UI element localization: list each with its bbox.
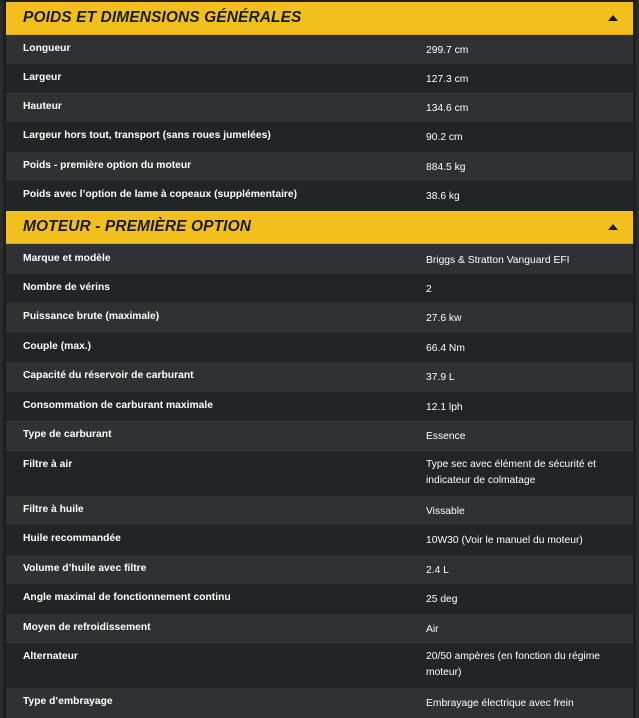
spec-row (6, 525, 633, 555)
spec-row (6, 392, 633, 421)
spec-value: 37.9 L (426, 372, 455, 383)
spec-value: 884.5 kg (426, 162, 466, 173)
spec-label: Alternateur (23, 651, 78, 662)
spec-label: Nombre de vérins (23, 282, 110, 293)
spec-value: 10W30 (Voir le manuel du moteur) (426, 535, 583, 546)
spec-row (6, 496, 633, 525)
spec-value: 38.6 kg (426, 191, 460, 202)
spec-label: Consommation de carburant maximale (23, 400, 213, 411)
spec-label: Poids avec l’option de lame à copeaux (supplémentaire) (23, 189, 298, 200)
spec-row (6, 614, 633, 643)
spec-row (6, 333, 633, 362)
spec-row (6, 181, 633, 211)
spec-value: Embrayage électrique avec frein (426, 698, 574, 709)
spec-label: Filtre à huile (23, 504, 84, 515)
spec-row (6, 362, 633, 392)
spec-label: Type d’embrayage (23, 696, 113, 707)
spec-label: Hauteur (23, 101, 62, 112)
spec-value: 90.2 cm (426, 132, 463, 143)
spec-label: Type de carburant (23, 429, 112, 440)
spec-value: 12.1 lph (426, 402, 463, 413)
section-header-engine[interactable] (6, 211, 633, 244)
spec-label: Poids - première option du moteur (23, 160, 192, 171)
spec-row (6, 688, 633, 718)
spec-value: 2.4 L (426, 565, 449, 576)
spec-label: Volume d’huile avec filtre (23, 563, 147, 574)
spec-row (6, 421, 633, 451)
spec-label: Moyen de refroidissement (23, 622, 151, 633)
spec-row (6, 274, 633, 303)
spec-label: Filtre à air (23, 459, 73, 470)
spec-row (6, 152, 633, 181)
spec-row (6, 64, 633, 93)
spec-label: Huile recommandée (23, 533, 121, 544)
spec-value: 25 deg (426, 594, 458, 605)
spec-row (6, 122, 633, 152)
spec-row (6, 244, 633, 274)
spec-row (6, 93, 633, 122)
spec-row (6, 555, 633, 584)
spec-value: Type sec avec élément de sécurité et indicateur de colmatage (426, 459, 596, 486)
spec-row (6, 451, 633, 496)
spec-value: 2 (426, 284, 432, 295)
spec-value: 27.6 kw (426, 313, 462, 324)
spec-row (6, 35, 633, 64)
spec-label: Puissance brute (maximale) (23, 311, 160, 322)
spec-label: Angle maximal de fonctionnement continu (23, 592, 231, 603)
spec-label: Longueur (23, 43, 71, 54)
collapse-caret-icon[interactable] (608, 224, 618, 230)
spec-label: Marque et modèle (23, 253, 111, 264)
spec-value: Vissable (426, 506, 465, 517)
spec-value: 66.4 Nm (426, 343, 465, 354)
spec-value: 127.3 cm (426, 74, 469, 85)
spec-row (6, 643, 633, 688)
spec-label: Capacité du réservoir de carburant (23, 370, 194, 381)
section-title: POIDS ET DIMENSIONS GÉNÉRALES (23, 9, 302, 26)
spec-row (6, 584, 633, 614)
section-header-dimensions[interactable] (6, 2, 633, 35)
spec-value: 299.7 cm (426, 45, 469, 56)
spec-value: 134.6 cm (426, 103, 469, 114)
spec-value: Air (426, 624, 439, 635)
spec-label: Couple (max.) (23, 341, 92, 352)
spec-value: Briggs & Stratton Vanguard EFI (426, 255, 570, 266)
spec-row (6, 303, 633, 333)
spec-value: Essence (426, 431, 466, 442)
spec-value: 20/50 ampères (en fonction du régime moteur) (426, 651, 601, 678)
collapse-caret-icon[interactable] (608, 15, 618, 21)
spec-label: Largeur (23, 72, 62, 83)
spec-label: Largeur hors tout, transport (sans roues jumelées) (23, 130, 271, 141)
section-title: MOTEUR - PREMIÈRE OPTION (23, 218, 252, 235)
